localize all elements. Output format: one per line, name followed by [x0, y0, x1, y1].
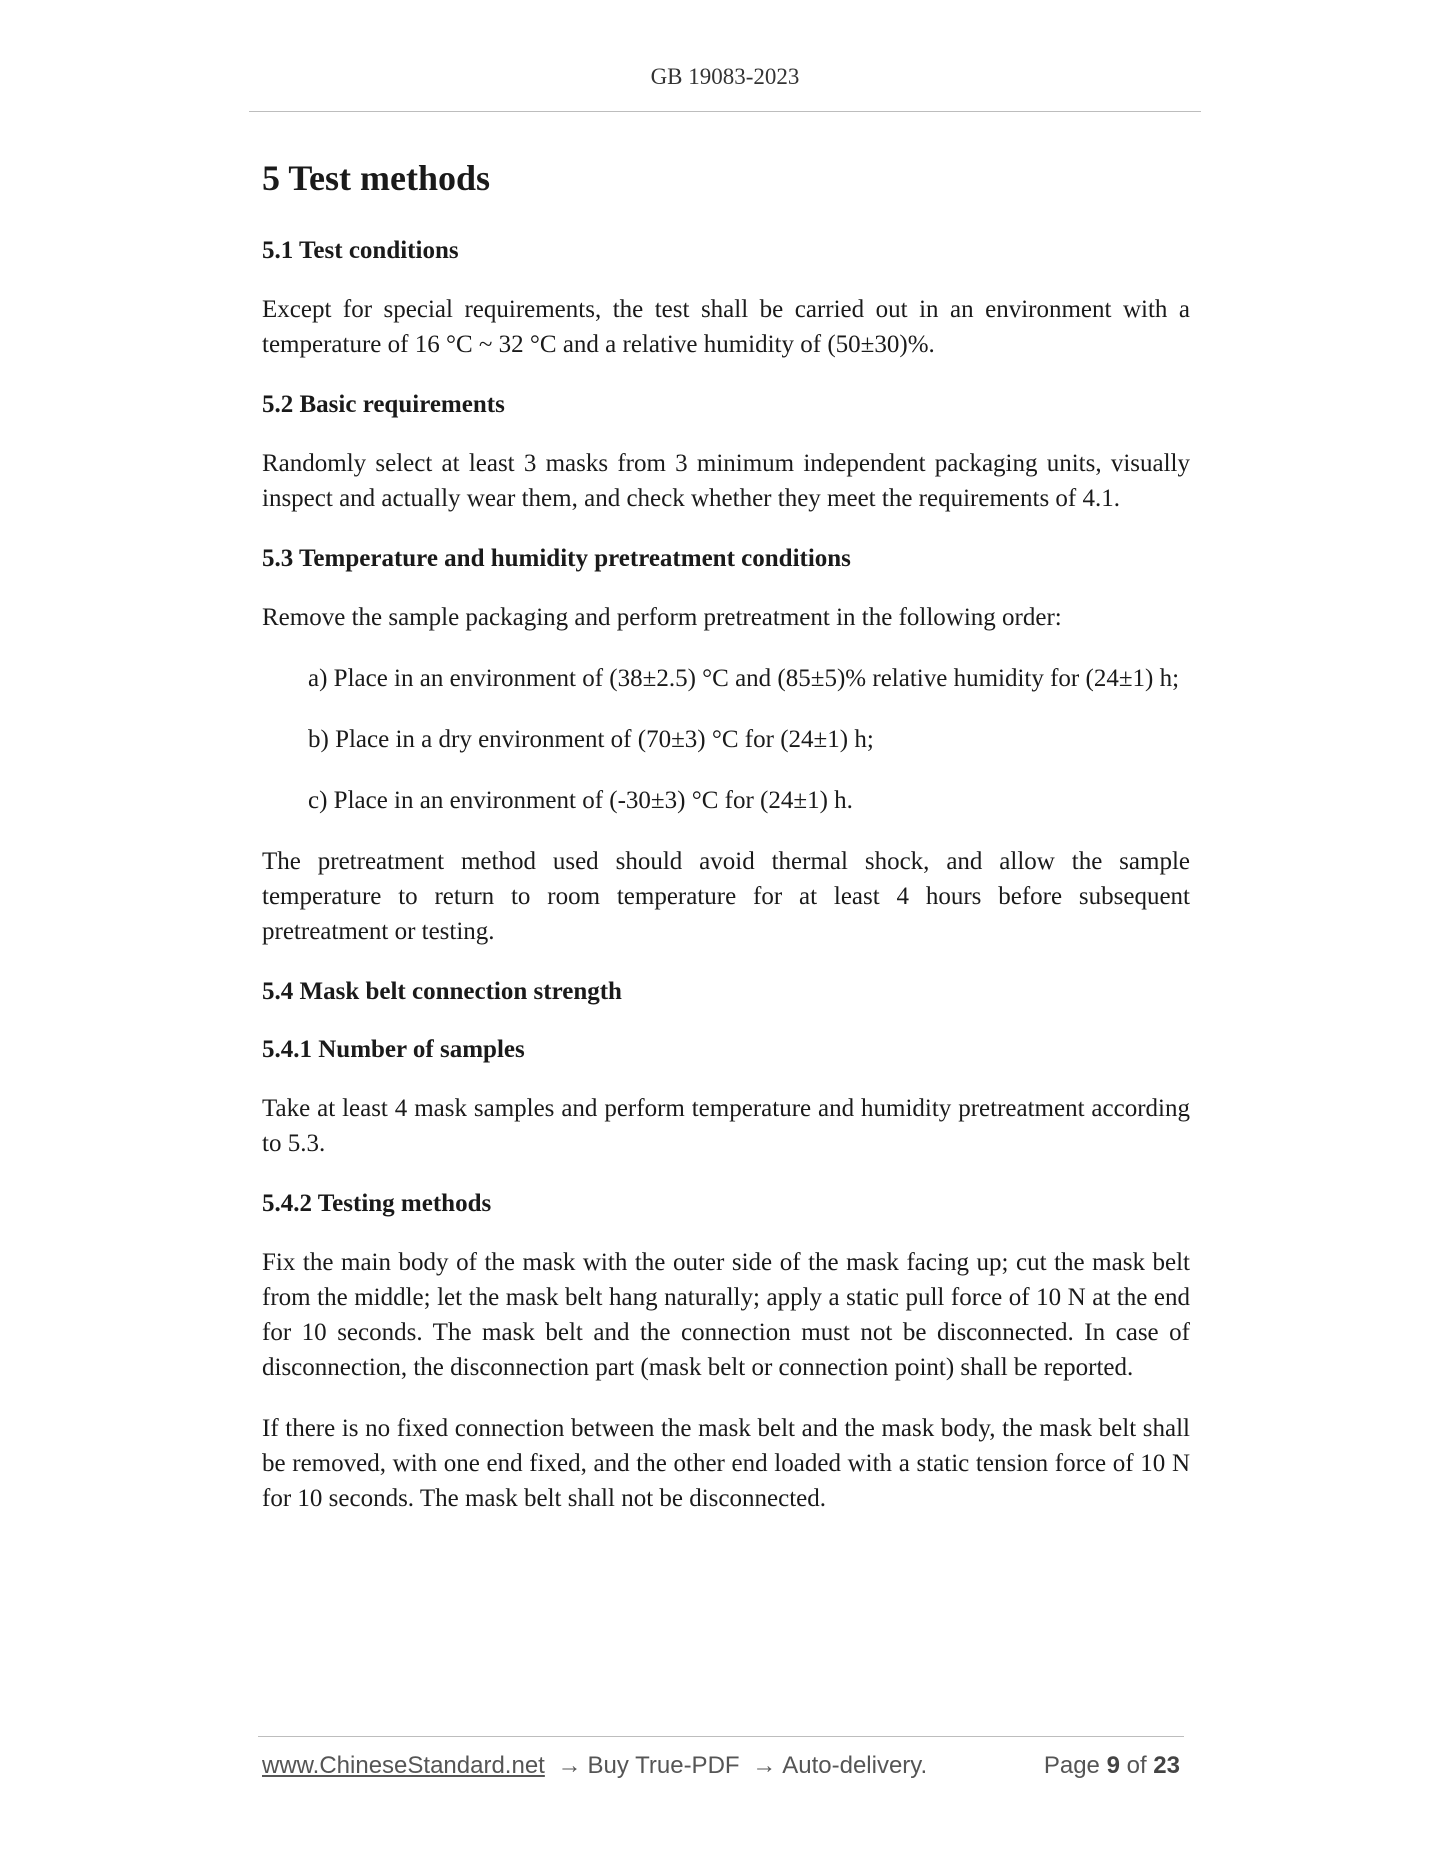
subsection-5-1-title: 5.1 Test conditions	[262, 237, 459, 264]
arrow-right-icon: →	[752, 1752, 777, 1779]
footer-divider	[258, 1736, 1184, 1737]
of-label: of	[1126, 1752, 1147, 1779]
list-item: a) Place in an environment of (38±2.5) °C and (85±5)% relative humidity for (24±1) h;	[308, 665, 1180, 692]
subsection-5-3-title: 5.3 Temperature and humidity pretreatment conditions	[262, 545, 851, 572]
subsection-5-2-title: 5.2 Basic requirements	[262, 391, 505, 418]
subsection-5-4-2-text-1: Fix the main body of the mask with the outer side of the mask facing up; cut the mask belt from the middle; let the mask belt hang naturally; apply a static pull force of 10 N at the end for 10 seconds. The mask belt and the connection must not be disconnected. In case of disconnection, the disconnection part (mask belt or connection point) shall be reported.	[262, 1249, 1190, 1381]
subsection-5-4-1-text: Take at least 4 mask samples and perform temperature and humidity pretreatment according to 5.3.	[262, 1095, 1190, 1157]
section-title: 5 Test methods	[262, 158, 491, 198]
subsection-5-4-2-text-2: If there is no fixed connection between the mask belt and the mask body, the mask belt shall be removed, with one end fixed, and the other end loaded with a static tension force of 10 N for 10 seconds. The mask belt shall not be disconnected.	[262, 1415, 1190, 1512]
page-body	[262, 156, 1190, 1542]
subsection-5-4-title: 5.4 Mask belt connection strength	[262, 978, 622, 1005]
page-indicator	[1044, 1752, 1180, 1780]
subsection-5-2-text: Randomly select at least 3 masks from 3 minimum independent packaging units, visually inspect and actually wear them, and check whether they meet the requirements of 4.1.	[262, 450, 1190, 512]
page-total: 23	[1153, 1752, 1180, 1779]
arrow-right-icon: →	[557, 1752, 582, 1779]
subsection-5-1-text: Except for special requirements, the test shall be carried out in an environment with a temperature of 16 °C ~ 32 °C and a relative humidity of (50±30)%.	[262, 296, 1190, 358]
header-divider	[249, 111, 1201, 112]
footer-promo	[262, 1752, 927, 1780]
subsection-5-3-note: The pretreatment method used should avoid thermal shock, and allow the sample temperature to return to room temperature for at least 4 hours before subsequent pretreatment or testing.	[262, 848, 1190, 945]
list-item: c) Place in an environment of (-30±3) °C for (24±1) h.	[308, 787, 853, 814]
subsection-5-4-2-title: 5.4.2 Testing methods	[262, 1190, 492, 1217]
buy-true-pdf-text: Buy True-PDF	[587, 1752, 740, 1779]
subsection-5-3-intro: Remove the sample packaging and perform pretreatment in the following order:	[262, 604, 1062, 631]
chinesestandard-link[interactable]: www.ChineseStandard.net	[262, 1752, 545, 1779]
page-label: Page	[1043, 1752, 1100, 1779]
page-header	[249, 64, 1201, 90]
document-id: GB 19083-2023	[650, 64, 800, 89]
subsection-5-4-1-title: 5.4.1 Number of samples	[262, 1036, 525, 1063]
auto-delivery-text: Auto-delivery.	[782, 1752, 928, 1779]
page-current: 9	[1106, 1752, 1120, 1779]
page-footer	[262, 1752, 1180, 1780]
list-item: b) Place in a dry environment of (70±3) °C for (24±1) h;	[308, 726, 874, 753]
